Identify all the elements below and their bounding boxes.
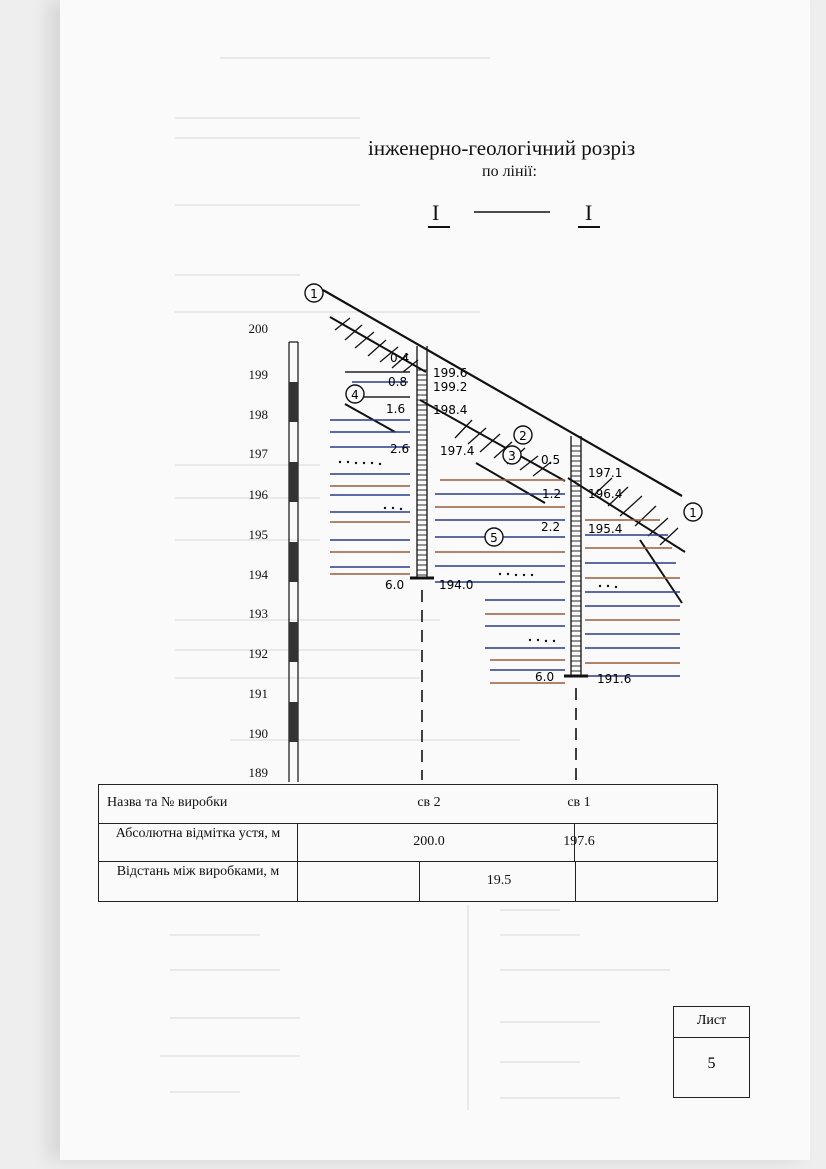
scale-label-193: 193 xyxy=(248,606,268,621)
svg-text:3: 3 xyxy=(508,449,516,463)
sheet-number-box xyxy=(673,1006,750,1098)
sv2-depth-0: 0.4 xyxy=(390,351,410,365)
scale-label-190: 190 xyxy=(248,726,268,741)
layer-marker-1-right xyxy=(684,503,702,521)
sv2-elev-0: 199.6 xyxy=(433,366,468,380)
scale-label-189: 189 xyxy=(248,765,268,780)
ground-surface xyxy=(323,290,682,496)
sv2-depth-2: 1.6 xyxy=(386,402,406,416)
strata-lines-right xyxy=(585,520,680,676)
scale-label-196: 196 xyxy=(248,487,268,502)
sv2-depth-4: 6.0 xyxy=(385,578,405,592)
cell-distance: 19.5 xyxy=(486,873,512,888)
table-divider-1 xyxy=(297,823,298,901)
row-label-elevation: Абсолютна відмітка устя, м xyxy=(115,826,281,841)
scale-label-200: 200 xyxy=(248,321,268,336)
sv1-elev-2: 195.4 xyxy=(588,522,623,536)
layer-marker-5 xyxy=(485,528,503,546)
layer-marker-3 xyxy=(503,446,521,464)
sheet-number: 5 xyxy=(707,1055,716,1072)
svg-text:5: 5 xyxy=(490,531,498,545)
section-mark-right: I xyxy=(585,200,593,225)
section-mark-left: I xyxy=(432,200,440,225)
scale-label-199: 199 xyxy=(248,367,268,382)
page-subtitle: по лінії: xyxy=(482,163,537,180)
cell-well2-elev: 197.6 xyxy=(563,834,595,849)
cell-well1-name: св 2 xyxy=(417,795,441,810)
sv1-depth-2: 2.2 xyxy=(541,520,561,534)
elevation-scale-bar xyxy=(289,342,298,782)
row-label-name: Назва та № виробки xyxy=(107,795,228,810)
svg-text:1: 1 xyxy=(689,506,697,520)
sv1-depth-0: 0.5 xyxy=(541,453,561,467)
cell-well2-name: св 1 xyxy=(567,795,591,810)
svg-text:1: 1 xyxy=(310,287,318,301)
sv2-elev-4: 194.0 xyxy=(439,578,474,592)
scale-label-197: 197 xyxy=(248,446,268,461)
sv1-elev-1: 196.4 xyxy=(588,487,623,501)
scale-label-191: 191 xyxy=(248,686,268,701)
cell-well1-elev: 200.0 xyxy=(413,834,445,849)
row-label-distance: Відстань між виробками, м xyxy=(116,864,280,879)
layer-marker-2 xyxy=(514,426,532,444)
table-divider-2 xyxy=(419,861,420,901)
borehole-table xyxy=(98,784,718,902)
table-divider-4 xyxy=(575,861,576,901)
sv2-elev-3: 197.4 xyxy=(440,444,475,458)
sv1-depth-1: 1.2 xyxy=(542,487,562,501)
borehole-sv2 xyxy=(410,346,434,780)
svg-text:2: 2 xyxy=(519,429,527,443)
sv2-elev-2: 198.4 xyxy=(433,403,468,417)
sv1-depth-3: 6.0 xyxy=(535,670,555,684)
page-title: інженерно-геологічний розріз xyxy=(368,136,636,160)
sv2-depth-1: 0.8 xyxy=(388,375,408,389)
sheet-divider xyxy=(674,1037,749,1038)
scale-label-194: 194 xyxy=(248,567,268,582)
layer-marker-4 xyxy=(346,385,364,403)
svg-text:4: 4 xyxy=(351,388,359,402)
sheet-label: Лист xyxy=(696,1013,727,1028)
sv1-elev-3: 191.6 xyxy=(597,672,632,686)
layer-marker-1-left xyxy=(305,284,323,302)
sv2-depth-3: 2.6 xyxy=(390,442,410,456)
sv2-elev-1: 199.2 xyxy=(433,380,468,394)
scale-label-195: 195 xyxy=(248,527,268,542)
sv1-elev-0: 197.1 xyxy=(588,466,623,480)
scale-label-192: 192 xyxy=(248,646,268,661)
scale-label-198: 198 xyxy=(248,407,268,422)
